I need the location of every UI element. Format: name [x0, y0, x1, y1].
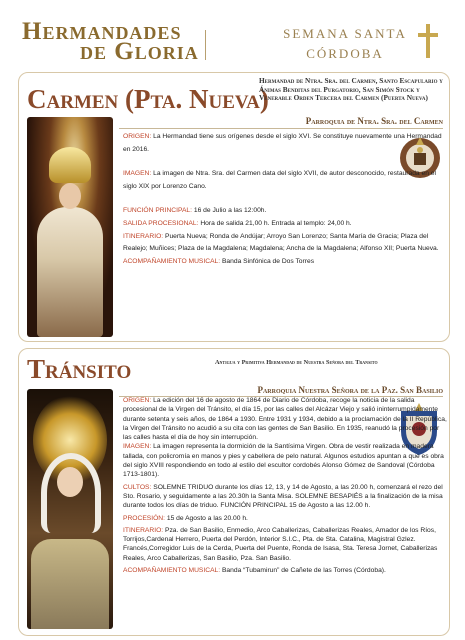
header-divider — [205, 30, 206, 60]
transito-section — [18, 348, 450, 636]
carmen-section — [18, 72, 450, 342]
carmen-parroquia: Parroquia de Ntra. Sra. del Carmen — [305, 116, 443, 126]
carmen-divider — [119, 128, 443, 129]
semana-santa-logo — [280, 26, 410, 62]
carmen-salida: SALIDA PROCESIONAL: Hora de salida 21,00 h. Entrada al templo: 24,00 h. — [123, 219, 352, 227]
semana-santa-text: SEMANA SANTA — [283, 26, 407, 41]
cross-icon — [414, 24, 442, 58]
transito-details — [123, 396, 449, 575]
carmen-title: Carmen (Pta. Nueva) — [27, 84, 269, 114]
virgen-del-carmen-photo — [27, 117, 113, 337]
carmen-details — [123, 131, 449, 268]
transito-imagen: IMAGEN: La imagen representa la dormición de la Santísima Virgen. Obra de vestir realizada en madera tallada, con policromía en manos y pies y cabellera de pelo natural. Algunos estudios apuntan a que es obra del siglo XVIII respondiendo en todo al estilo del escultor cordobés Alonso Gómez de Sandoval (Córdoba 1713-1801). — [123, 443, 444, 479]
transito-parroquia: Parroquia Nuestra Señora de la Paz. San Basilio — [257, 385, 443, 395]
header-title-line1: Hermandades — [22, 18, 182, 45]
header-title-line2: de Gloria — [80, 38, 199, 65]
carmen-imagen: IMAGEN: La imagen de Ntra. Sra. del Carmen data del siglo XVII, de autor desconocido, restaurada en el siglo XIX por Lorenzo Cano. — [123, 170, 437, 190]
transito-procesion: PROCESIÓN: 15 de Agosto a las 20.00 h. — [123, 514, 248, 522]
carmen-origen: ORIGEN: La Hermandad tiene sus orígenes desde el siglo XVI. Se constituye nuevamente una Hermandad en 2016. — [123, 133, 442, 153]
carmen-acompanamiento: ACOMPAÑAMIENTO MUSICAL: Banda Sinfónica de Dos Torres — [123, 257, 315, 265]
carmen-hermandad-name: Hermandad de Ntra. Sra. del Carmen, Santo Escapulario y Ánimas Benditas del Purgatorio, San Simón Stock y Venerable Orden Tercera del Carmen (Puerta Nueva) — [259, 76, 443, 102]
carmen-itinerario: ITINERARIO: Puerta Nueva; Ronda de Andújar; Arroyo San Lorenzo; Santa María de Gracia; Plaza del Realejo; Muñices; Plaza de la Magdalena; Magdalena; Ancha de la Magdalena; Alfonso XII; Puerta Nueva. — [123, 232, 439, 253]
cordoba-text: CÓRDOBA — [306, 46, 384, 61]
hermandades-de-gloria-title — [22, 18, 202, 65]
transito-cultos: CULTOS: SOLEMNE TRIDUO durante los días 12, 13, y 14 de Agosto, a las 20.00 h, comenzará el rezo del Sto. Rosario, y seguidamente a las 20.30h la Santa Misa. SOLEMNE BESAPIÉS a la finalización de la misa durante todos los días de triduo. FUNCIÓN PRINCIPAL 15 de Agosto a las 12.00 h. — [123, 483, 443, 510]
transito-title: Tránsito — [27, 354, 132, 384]
transito-itinerario: ITINERARIO: Pza. de San Basilio, Enmedio, Arco Caballerizas, Caballerizas Reales, Amador de los Ríos, Torrijos,Cardenal Herrero, Puerta del Perdón, Interior S.I.C., Pta. de Sta. Catalina, Magistral Gzlez. Francés,Corregidor Luis de la Cerda, Puerta del Puente, Ronda de Isasa, Sta. Teresa Jornet, Caballerizas Reales, Arco Caballerizas, San Basilio, Pza. San Basilio. — [123, 526, 438, 562]
transito-hermandad-name: Antigua y Primitiva Hermandad de Nuestra Señora del Transito — [215, 359, 378, 366]
virgen-del-transito-photo — [27, 389, 113, 629]
carmen-funcion: FUNCIÓN PRINCIPAL: 16 de Julio a las 12:00h. — [123, 207, 267, 215]
transito-acompanamiento: ACOMPAÑAMIENTO MUSICAL: Banda “Tubamirun” de Cañete de las Torres (Córdoba). — [123, 567, 386, 575]
page-header — [0, 0, 465, 72]
transito-origen: ORIGEN: La edición del 16 de agosto de 1864 de Diario de Córdoba, recoge la noticia de la salida procesional de la Virgen del Tránsito, el día 15, por las calles del Alcázar Viejo y salió ininterrumpidamente durante setenta y seis años, de 1864 a 1930. Entre 1931 y 1934, debido a la proclamación de la II República, la Virgen del Tránsito no acudió a su cita con las gentes de San Basilio. En 1935, reanudó la procesión por las calles hasta el día de hoy sin interrupción. — [123, 397, 447, 442]
